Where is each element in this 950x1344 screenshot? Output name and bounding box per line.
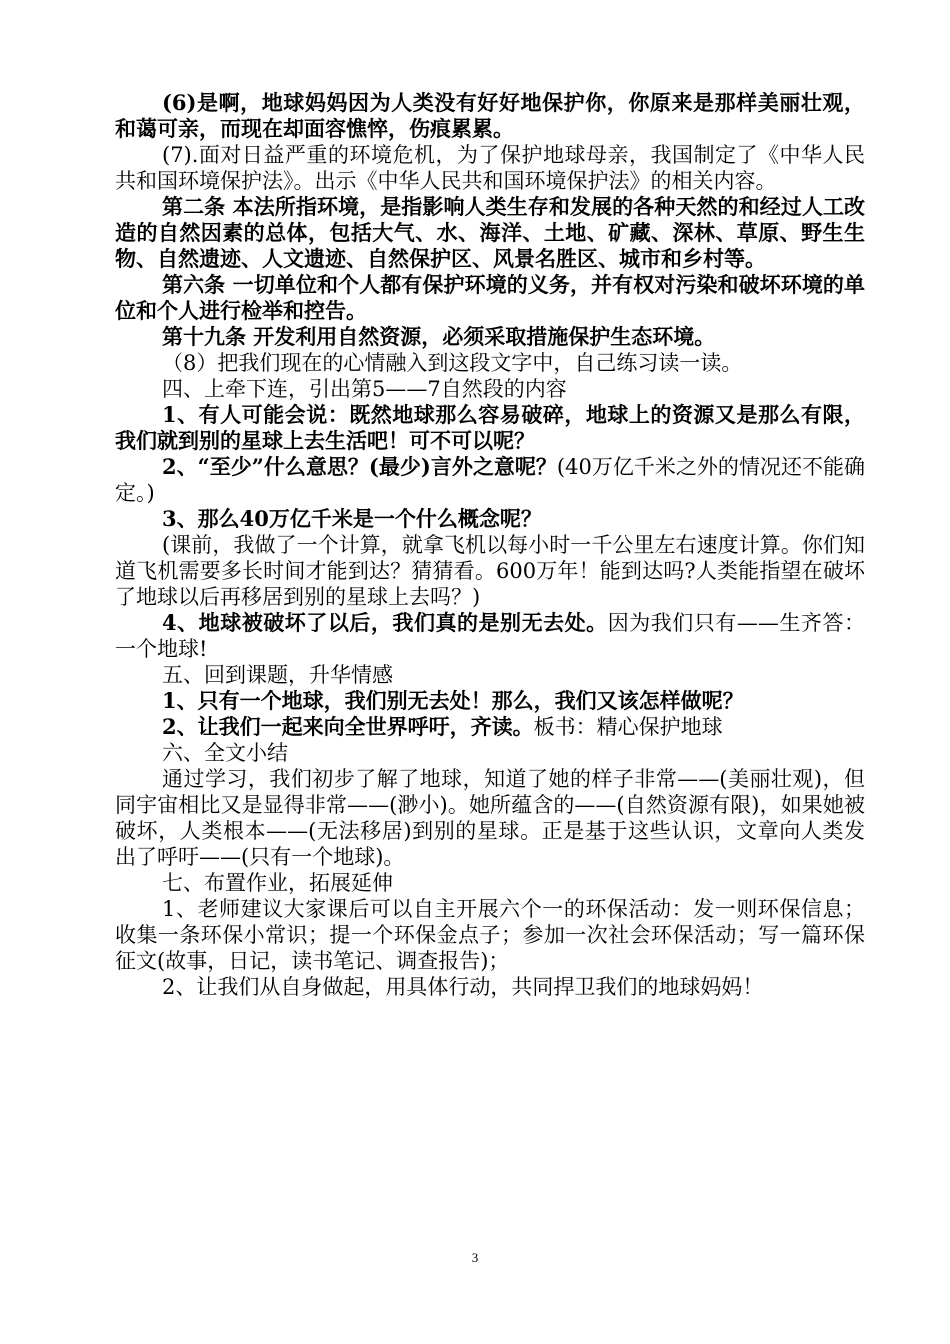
- paragraph-9-text: (40万亿千米之外的情况还不能确定。): [115, 455, 866, 505]
- paragraph-13: [115, 662, 865, 688]
- paragraph-1: [115, 90, 865, 142]
- paragraph-4: [115, 272, 865, 324]
- paragraph-6: [115, 350, 865, 376]
- paragraph-13-text: 五、回到课题，升华情感: [162, 663, 393, 687]
- paragraph-12: [115, 610, 865, 662]
- paragraph-5-bold: 第十九条 开发利用自然资源，必须采取措施保护生态环境。: [162, 324, 716, 349]
- paragraph-2: [115, 142, 865, 194]
- paragraph-11-text: (课前，我做了一个计算，就拿飞机以每小时一千公里左右速度计算。你们知道飞机需要多长时间才能到达？猜猜看。600万年！能到达吗?人类能指望在破坏了地球以后再移居到别的星球上去吗？): [115, 533, 865, 609]
- paragraph-11: [115, 532, 865, 610]
- paragraph-8-bold: 1、有人可能会说：既然地球那么容易破碎，地球上的资源又是那么有限，我们就到别的星球上去生活吧！可不可以呢？: [115, 402, 865, 453]
- paragraph-7-text: 四、上牵下连，引出第5——7自然段的内容: [162, 377, 567, 401]
- paragraph-4-bold: 第六条 一切单位和个人都有保护环境的义务，并有权对污染和破坏环境的单位和个人进行检举和控告。: [115, 272, 865, 323]
- paragraph-19-text: 1、老师建议大家课后可以自主开展六个一的环保活动：发一则环保信息；收集一条环保小常识；提一个环保金点子；参加一次社会环保活动；写一篇环保征文(故事，日记，读书笔记、调查报告)；: [115, 897, 865, 973]
- paragraph-12-bold: 4、地球被破坏了以后，我们真的是别无去处。: [162, 610, 608, 635]
- paragraph-18: [115, 870, 865, 896]
- paragraph-15: [115, 714, 865, 740]
- paragraph-10-bold: 3、那么40万亿千米是一个什么概念呢？: [162, 506, 542, 531]
- paragraph-20: [115, 974, 865, 1000]
- paragraph-3: [115, 194, 865, 272]
- paragraph-9: [115, 454, 865, 506]
- paragraph-10: [115, 506, 865, 532]
- document-body: [115, 90, 865, 1000]
- paragraph-15-bold: 2、让我们一起来向全世界呼吁，齐读。: [162, 714, 534, 739]
- paragraph-2-text: (7).面对日益严重的环境危机，为了保护地球母亲，我国制定了《中华人民共和国环境保护法》。出示《中华人民共和国环境保护法》的相关内容。: [115, 143, 865, 193]
- paragraph-16: [115, 740, 865, 766]
- page-number: 3: [471, 1250, 479, 1265]
- paragraph-18-text: 七、布置作业，拓展延伸: [162, 871, 393, 895]
- paragraph-8: [115, 402, 865, 454]
- paragraph-1-bold: (6)是啊，地球妈妈因为人类没有好好地保护你，你原来是那样美丽壮观，和蔼可亲，而现在却面容憔悴，伤痕累累。: [115, 90, 865, 141]
- paragraph-9-bold: 2、“至少”什么意思？(最少)言外之意呢？: [162, 454, 557, 479]
- paragraph-14-bold: 1、只有一个地球，我们别无去处！那么，我们又该怎样做呢？: [162, 688, 744, 713]
- paragraph-16-text: 六、全文小结: [162, 741, 288, 765]
- paragraph-15-text: 板书：精心保护地球: [533, 715, 723, 739]
- paragraph-7: [115, 376, 865, 402]
- paragraph-17: [115, 766, 865, 870]
- paragraph-14: [115, 688, 865, 714]
- paragraph-6-text: （8）把我们现在的心情融入到这段文字中，自己练习读一读。: [162, 351, 743, 375]
- paragraph-12-text: 因为我们只有——生齐答：一个地球!: [115, 611, 865, 661]
- paragraph-3-bold: 第二条 本法所指环境，是指影响人类生存和发展的各种天然的和经过人工改造的自然因素的总体，包括大气、水、海洋、土地、矿藏、深林、草原、野生生物、自然遗迹、人文遗迹、自然保护区、风景名胜区、城市和乡村等。: [115, 194, 865, 271]
- paragraph-5: [115, 324, 865, 350]
- paragraph-20-text: 2、让我们从自身做起，用具体行动，共同捍卫我们的地球妈妈！: [162, 975, 764, 999]
- paragraph-17-text: 通过学习，我们初步了解了地球，知道了她的样子非常——(美丽壮观)，但同宇宙相比又是显得非常——(渺小)。她所蕴含的——(自然资源有限)，如果她被破坏，人类根本——(无法移居)到别的星球。正是基于这些认识，文章向人类发出了呼吁——(只有一个地球)。: [115, 767, 865, 869]
- paragraph-19: [115, 896, 865, 974]
